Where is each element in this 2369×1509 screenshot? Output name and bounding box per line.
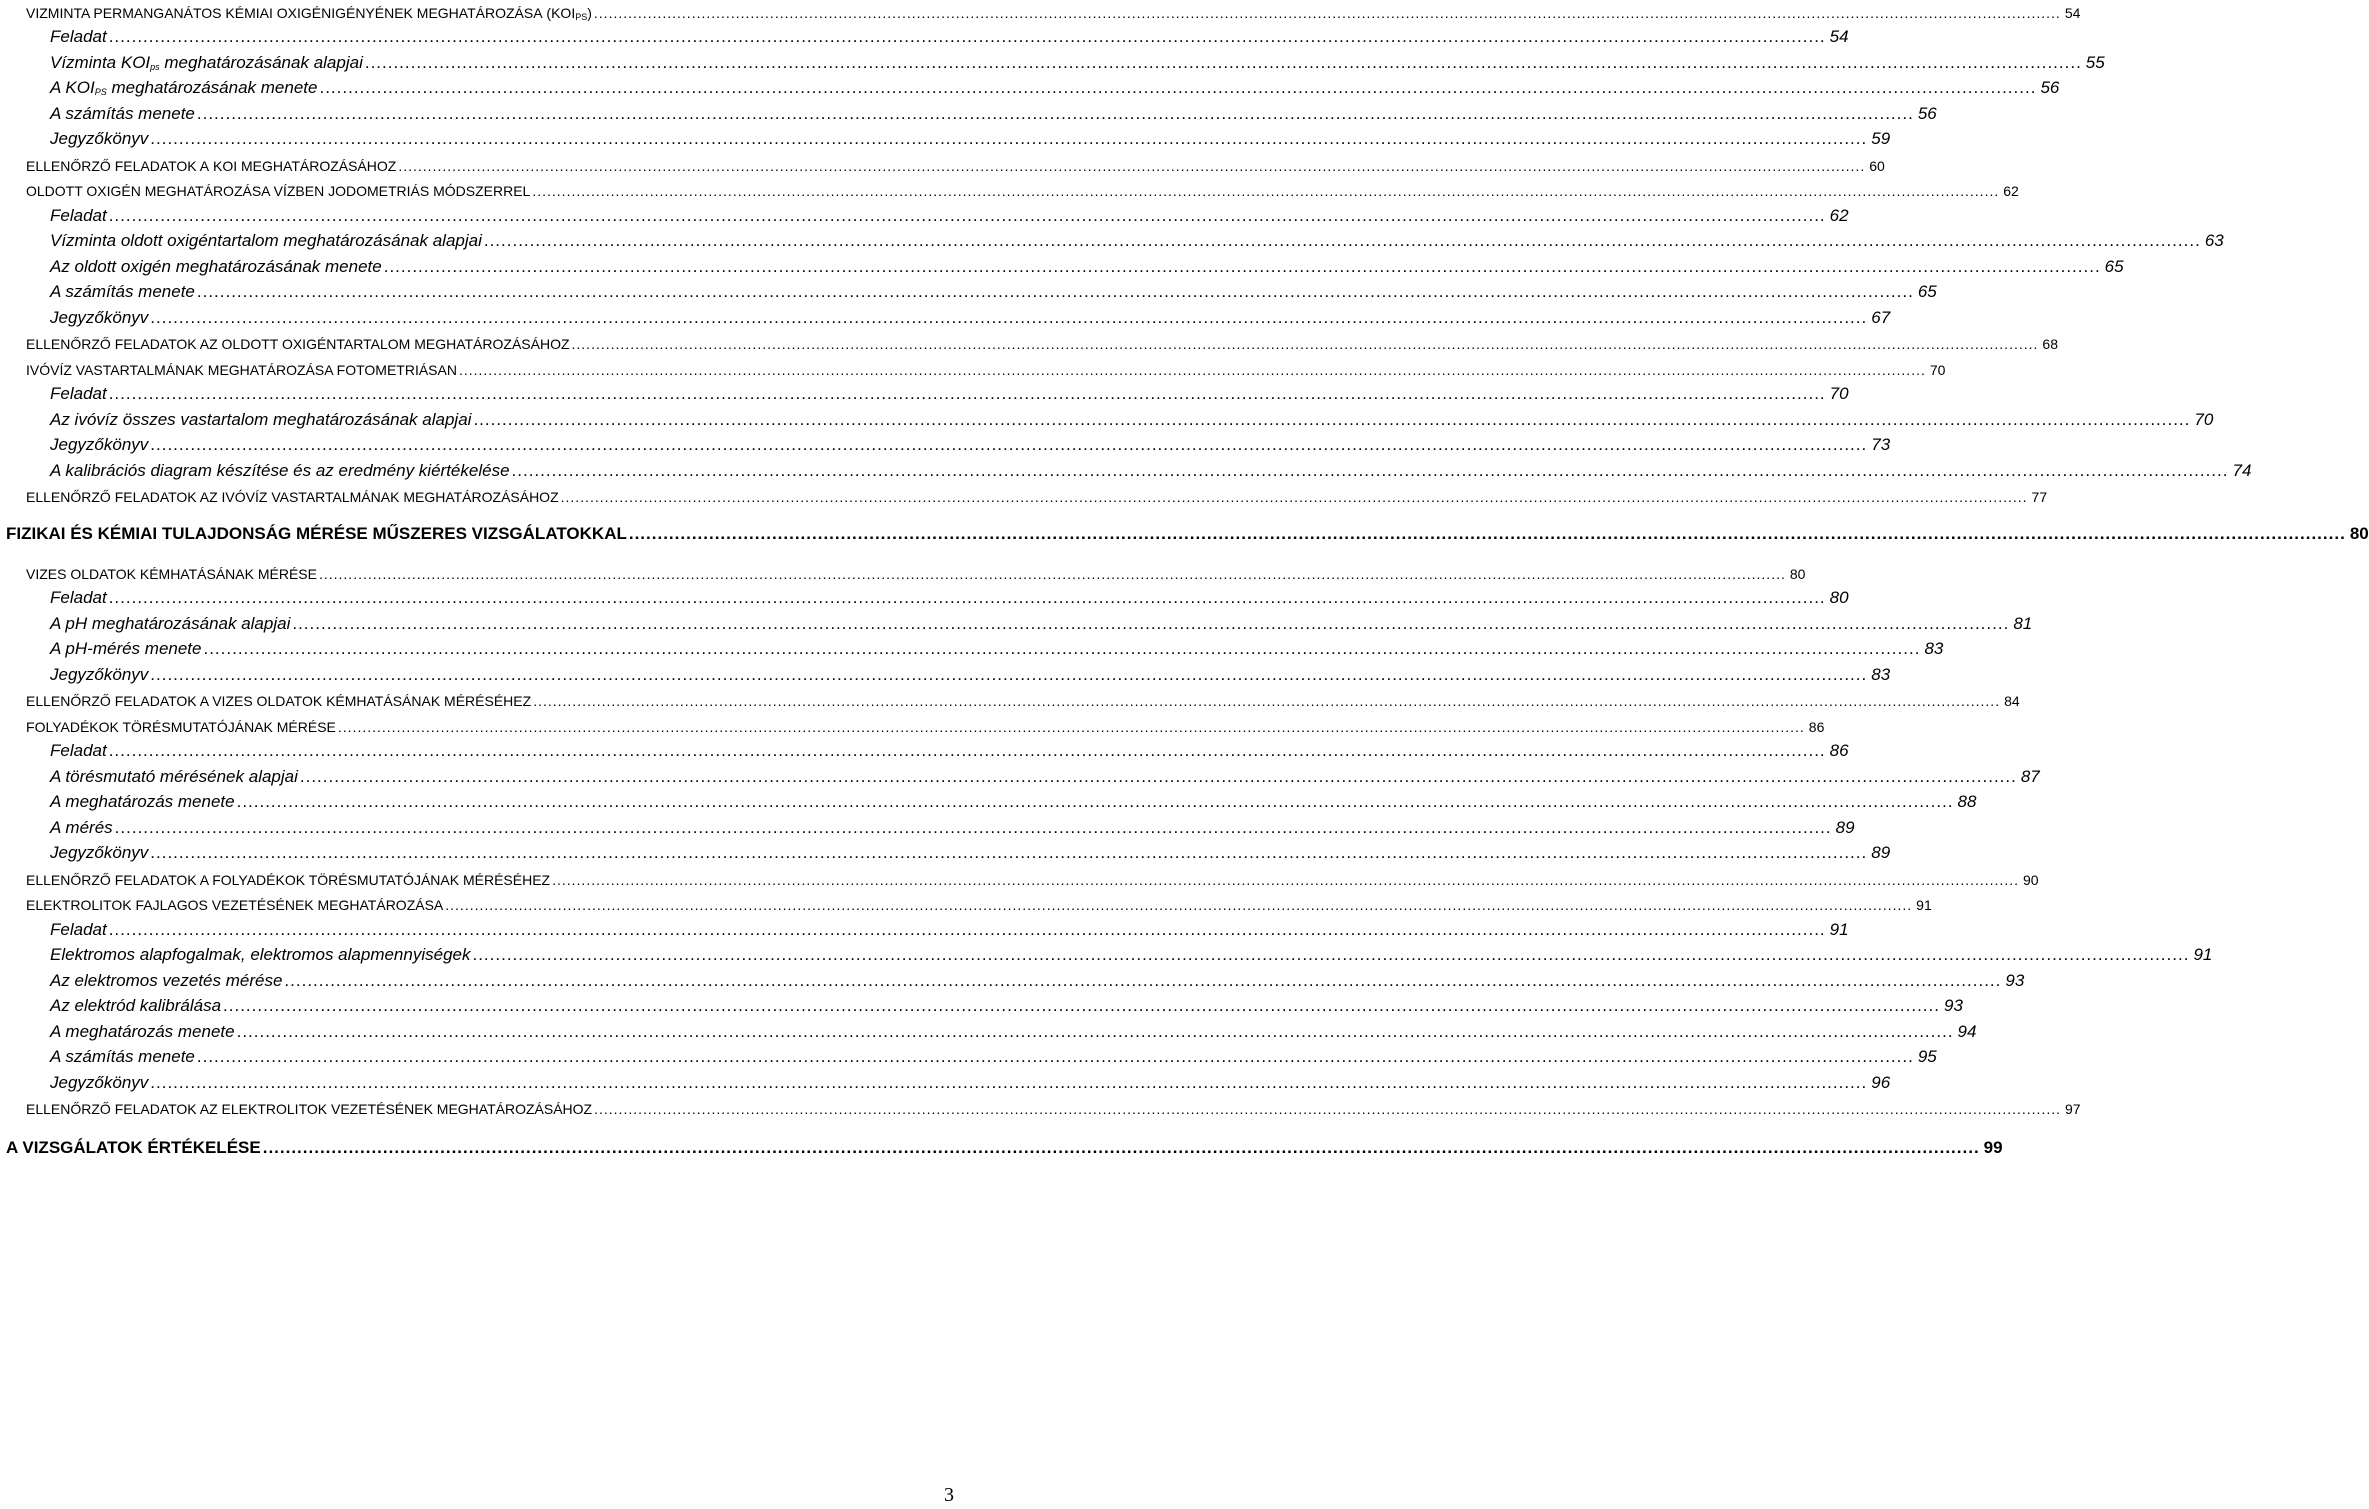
toc-entry-title: A számítás menete — [50, 104, 195, 123]
toc-entry-page: 70 — [1929, 362, 1946, 378]
dot-leader: ............................................................................................................................................................................................................................................................................................................ — [318, 566, 1786, 582]
toc-entry-title: Az elektród kalibrálása — [50, 996, 222, 1015]
toc-entry[interactable] — [0, 637, 1944, 661]
toc-entry-title: Vízminta $KOI_{ps}$ meghatározásának alapjai — [50, 53, 363, 72]
dot-leader: ............................................................................................................................................................................................................................................................................................................ — [483, 231, 2201, 250]
toc-entry-title: Feladat — [50, 588, 107, 607]
toc-entry[interactable] — [0, 1096, 2081, 1120]
toc-entry-page: 55 — [2085, 53, 2105, 72]
toc-entry-page: 68 — [2042, 336, 2058, 352]
toc-entry-title: Jegyzőkönyv — [50, 843, 149, 862]
toc-entry[interactable] — [0, 25, 1849, 49]
toc-entry-page: 91 — [1916, 897, 1932, 913]
dot-leader: ............................................................................................................................................................................................................................................................................................................ — [571, 336, 2039, 352]
toc-entry-title: ELLENŐRZŐ FELADATOK A KOI MEGHATÁROZÁSÁHOZ — [26, 158, 397, 174]
dot-leader: ............................................................................................................................................................................................................................................................................................................ — [552, 872, 2019, 888]
toc-entry-page: 54 — [1829, 27, 1849, 46]
toc-entry-title: A számítás menete — [50, 282, 195, 301]
toc-entry[interactable] — [0, 382, 1849, 406]
toc-entry-page: 80 — [1789, 566, 1806, 582]
dot-leader: ............................................................................................................................................................................................................................................................................................................ — [150, 308, 1868, 327]
toc-entry[interactable] — [0, 280, 1937, 304]
toc-entry-page: 83 — [1924, 639, 1944, 658]
toc-entry-page: 83 — [1871, 665, 1891, 684]
toc-entry-title: FOLYADÉKOK TÖRÉSMUTATÓJÁNAK MÉRÉSE — [26, 719, 336, 735]
dot-leader: ............................................................................................................................................................................................................................................................................................................ — [594, 1101, 2062, 1117]
dot-leader: ............................................................................................................................................................................................................................................................................................................ — [364, 53, 2082, 72]
toc-entry[interactable] — [0, 943, 2213, 967]
dot-leader: ............................................................................................................................................................................................................................................................................................................ — [383, 257, 2101, 276]
toc-entry[interactable] — [0, 994, 1963, 1018]
toc-entry[interactable] — [0, 331, 2058, 355]
toc-entry-page: 80 — [2349, 524, 2369, 543]
toc-entry-page: 91 — [1829, 920, 1849, 939]
dot-leader: ............................................................................................................................................................................................................................................................................................................ — [203, 639, 1921, 658]
toc-entry-page: 91 — [2193, 945, 2213, 964]
toc-entry[interactable] — [0, 1136, 2003, 1160]
toc-entry-page: 63 — [2204, 231, 2224, 250]
toc-entry-page: 89 — [1871, 843, 1891, 862]
toc-entry-title: OLDOTT OXIGÉN MEGHATÁROZÁSA VÍZBEN JODOMETRIÁS MÓDSZERREL — [26, 183, 531, 199]
toc-entry[interactable] — [0, 1045, 1937, 1069]
toc-entry-page: 70 — [2194, 410, 2214, 429]
toc-entry-title: Feladat — [50, 27, 107, 46]
toc-entry-page: 65 — [1917, 282, 1937, 301]
dot-leader: ............................................................................................................................................................................................................................................................................................................ — [108, 588, 1826, 607]
toc-entry[interactable] — [0, 688, 2020, 712]
toc-entry-page: 65 — [2104, 257, 2124, 276]
toc-entry-page: 80 — [1829, 588, 1849, 607]
toc-entry[interactable] — [0, 612, 2033, 636]
dot-leader: ............................................................................................................................................................................................................................................................................................................ — [284, 971, 2002, 990]
dot-leader: ............................................................................................................................................................................................................................................................................................................ — [150, 435, 1868, 454]
dot-leader: ............................................................................................................................................................................................................................................................................................................ — [593, 5, 2061, 21]
toc-entry-page: 86 — [1808, 719, 1825, 735]
toc-entry-page: 59 — [1871, 129, 1891, 148]
dot-leader: ............................................................................................................................................................................................................................................................................................................ — [223, 996, 1940, 1015]
toc-entry[interactable] — [0, 102, 1937, 126]
dot-leader: ............................................................................................................................................................................................................................................................................................................ — [292, 614, 2010, 633]
toc-entry[interactable] — [0, 204, 1849, 228]
toc-entry[interactable] — [0, 76, 2060, 100]
dot-leader: ............................................................................................................................................................................................................................................................................................................ — [150, 665, 1868, 684]
dot-leader: ............................................................................................................................................................................................................................................................................................................ — [532, 183, 2000, 199]
toc-entry-page: 77 — [2031, 489, 2048, 505]
toc-entry-title: A törésmutató mérésének alapjai — [50, 767, 298, 786]
dot-leader: ............................................................................................................................................................................................................................................................................................................ — [628, 524, 2346, 543]
toc-entry[interactable] — [0, 663, 1891, 687]
toc-entry-page: 97 — [2065, 1101, 2081, 1117]
dot-leader: ............................................................................................................................................................................................................................................................................................................ — [236, 1022, 1954, 1041]
dot-leader: ............................................................................................................................................................................................................................................................................................................ — [108, 920, 1826, 939]
toc-entry-page: 99 — [1983, 1138, 2003, 1157]
dot-leader: ............................................................................................................................................................................................................................................................................................................ — [108, 384, 1826, 403]
toc-entry-page: 81 — [2013, 614, 2033, 633]
toc-entry-page: 84 — [2004, 693, 2020, 709]
toc-entry-title: Jegyzőkönyv — [50, 665, 149, 684]
toc-entry[interactable] — [0, 229, 2224, 253]
toc-entry-title: A meghatározás menete — [50, 792, 235, 811]
dot-leader: ............................................................................................................................................................................................................................................................................................................ — [108, 206, 1826, 225]
dot-leader: ............................................................................................................................................................................................................................................................................................................ — [337, 719, 1805, 735]
toc-entry-title: Feladat — [50, 741, 107, 760]
toc-entry-page: 96 — [1871, 1073, 1891, 1092]
toc-entry-title: VIZMINTA PERMANGANÁTOS KÉMIAI OXIGÉNIGÉNYÉNEK MEGHATÁROZÁSA $(KOI_{PS})$ — [26, 5, 592, 22]
dot-leader: ............................................................................................................................................................................................................................................................................................................ — [458, 362, 1926, 378]
toc-entry[interactable] — [0, 408, 2214, 432]
dot-leader: ............................................................................................................................................................................................................................................................................................................ — [150, 1073, 1868, 1092]
toc-entry-page: 74 — [2232, 461, 2252, 480]
toc-entry-page: 93 — [1943, 996, 1963, 1015]
toc-entry-page: 54 — [2064, 5, 2081, 21]
dot-leader: ............................................................................................................................................................................................................................................................................................................ — [319, 78, 2037, 97]
toc-entry-title: A VIZSGÁLATOK ÉRTÉKELÉSE — [6, 1138, 261, 1157]
toc-entry-page: 87 — [2020, 767, 2040, 786]
toc-entry[interactable] — [0, 127, 1891, 151]
dot-leader: ............................................................................................................................................................................................................................................................................................................ — [196, 282, 1914, 301]
toc-entry-title: A pH meghatározásának alapjai — [50, 614, 291, 633]
toc-entry-title: Feladat — [50, 206, 107, 225]
toc-entry[interactable] — [0, 714, 1825, 738]
toc-entry[interactable] — [0, 867, 2039, 891]
dot-leader: ............................................................................................................................................................................................................................................................................................................ — [533, 693, 2001, 709]
dot-leader: ............................................................................................................................................................................................................................................................................................................ — [150, 843, 1868, 862]
toc-entry-title: Az elektromos vezetés mérése — [50, 971, 283, 990]
dot-leader: ............................................................................................................................................................................................................................................................................................................ — [560, 489, 2028, 505]
dot-leader: ............................................................................................................................................................................................................................................................................................................ — [262, 1138, 1980, 1157]
toc-entry-title: Az oldott oxigén meghatározásának menete — [50, 257, 382, 276]
toc-entry-title: ELLENŐRZŐ FELADATOK A FOLYADÉKOK TÖRÉSMUTATÓJÁNAK MÉRÉSÉHEZ — [26, 872, 551, 888]
dot-leader: ............................................................................................................................................................................................................................................................................................................ — [511, 461, 2229, 480]
toc-entry-page: 89 — [1835, 818, 1855, 837]
toc-entry-title: A kalibrációs diagram készítése és az eredmény kiértékelése — [50, 461, 510, 480]
toc-entry-title: Jegyzőkönyv — [50, 129, 149, 148]
toc-entry[interactable] — [0, 841, 1891, 865]
toc-entry[interactable] — [0, 255, 2124, 279]
dot-leader: ............................................................................................................................................................................................................................................................................................................ — [150, 129, 1868, 148]
toc-entry-title: ELLENŐRZŐ FELADATOK AZ IVÓVÍZ VASTARTALMÁNAK MEGHATÁROZÁSÁHOZ — [26, 489, 559, 505]
toc-entry-title: Feladat — [50, 384, 107, 403]
toc-entry-page: 90 — [2023, 872, 2039, 888]
toc-entry[interactable] — [0, 586, 1849, 610]
toc-entry-page: 86 — [1829, 741, 1849, 760]
toc-entry-title: Jegyzőkönyv — [50, 435, 149, 454]
toc-entry-page: 94 — [1957, 1022, 1977, 1041]
toc-entry[interactable] — [0, 433, 1891, 457]
toc-entry[interactable] — [0, 1020, 1977, 1044]
toc-entry-page: 56 — [1917, 104, 1937, 123]
dot-leader: ............................................................................................................................................................................................................................................................................................................ — [196, 1047, 1914, 1066]
toc-entry-title: ELLENŐRZŐ FELADATOK AZ ELEKTROLITOK VEZETÉSÉNEK MEGHATÁROZÁSÁHOZ — [26, 1101, 593, 1117]
toc-entry-title: VIZES OLDATOK KÉMHATÁSÁNAK MÉRÉSE — [26, 566, 317, 582]
toc-entry-title: Jegyzőkönyv — [50, 308, 149, 327]
toc-entry[interactable] — [0, 918, 1849, 942]
toc-entry-page: 62 — [2003, 183, 2019, 199]
toc-entry[interactable] — [0, 153, 1885, 177]
dot-leader: ............................................................................................................................................................................................................................................................................................................ — [445, 897, 1913, 913]
toc-entry[interactable] — [0, 790, 1977, 814]
toc-entry-page: 88 — [1957, 792, 1977, 811]
dot-leader: ............................................................................................................................................................................................................................................................................................................ — [236, 792, 1954, 811]
toc-entry-page: 60 — [1869, 158, 1885, 174]
dot-leader: ............................................................................................................................................................................................................................................................................................................ — [473, 410, 2191, 429]
toc-entry-title: A meghatározás menete — [50, 1022, 235, 1041]
toc-entry[interactable] — [0, 561, 1806, 585]
toc-entry[interactable] — [0, 306, 1891, 330]
toc-entry-title: Elektromos alapfogalmak, elektromos alapmennyiségek — [50, 945, 471, 964]
dot-leader: ............................................................................................................................................................................................................................................................................................................ — [398, 158, 1866, 174]
toc-entry[interactable] — [0, 522, 2369, 546]
toc-entry[interactable] — [0, 739, 1849, 763]
toc-entry-title: A pH-mérés menete — [50, 639, 202, 658]
toc-entry-page: 95 — [1917, 1047, 1937, 1066]
toc-entry-title: Jegyzőkönyv — [50, 1073, 149, 1092]
toc-entry-page: 70 — [1829, 384, 1849, 403]
dot-leader: ............................................................................................................................................................................................................................................................................................................ — [108, 27, 1826, 46]
toc-entry[interactable] — [0, 0, 2081, 24]
dot-leader: ............................................................................................................................................................................................................................................................................................................ — [114, 818, 1832, 837]
toc-entry[interactable] — [0, 765, 2040, 789]
toc-entry[interactable] — [0, 357, 1946, 381]
toc-entry-page: 93 — [2005, 971, 2025, 990]
toc-entry-page: 62 — [1829, 206, 1849, 225]
dot-leader: ............................................................................................................................................................................................................................................................................................................ — [299, 767, 2017, 786]
toc-entry-title: A számítás menete — [50, 1047, 195, 1066]
toc-entry[interactable] — [0, 1071, 1891, 1095]
toc-entry-title: Feladat — [50, 920, 107, 939]
toc-entry[interactable] — [0, 484, 2048, 508]
toc-entry-title: Vízminta oldott oxigéntartalom meghatározásának alapjai — [50, 231, 482, 250]
dot-leader: ............................................................................................................................................................................................................................................................................................................ — [108, 741, 1826, 760]
page-number: 3 — [944, 1484, 954, 1506]
toc-entry-page: 67 — [1871, 308, 1891, 327]
toc-entry[interactable] — [0, 816, 1855, 840]
toc-entry-page: 56 — [2040, 78, 2060, 97]
toc-entry-page: 73 — [1871, 435, 1891, 454]
dot-leader: ............................................................................................................................................................................................................................................................................................................ — [472, 945, 2190, 964]
toc-entry-title: FIZIKAI ÉS KÉMIAI TULAJDONSÁG MÉRÉSE MŰSZERES VIZSGÁLATOKKAL — [6, 524, 627, 543]
toc-entry-title: A mérés — [50, 818, 113, 837]
toc-entry-title: ELEKTROLITOK FAJLAGOS VEZETÉSÉNEK MEGHATÁROZÁSA — [26, 897, 444, 913]
toc-entry-title: ELLENŐRZŐ FELADATOK AZ OLDOTT OXIGÉNTARTALOM MEGHATÁROZÁSÁHOZ — [26, 336, 570, 352]
toc-entry[interactable] — [0, 459, 2252, 483]
toc-entry-title: IVÓVÍZ VASTARTALMÁNAK MEGHATÁROZÁSA FOTOMETRIÁSAN — [26, 362, 457, 378]
toc-entry-title: ELLENŐRZŐ FELADATOK A VIZES OLDATOK KÉMHATÁSÁNAK MÉRÉSÉHEZ — [26, 693, 532, 709]
toc-entry[interactable] — [0, 178, 2019, 202]
toc-entry[interactable] — [0, 51, 2105, 75]
toc-entry[interactable] — [0, 969, 2025, 993]
dot-leader: ............................................................................................................................................................................................................................................................................................................ — [196, 104, 1914, 123]
toc-entry-title: Az ivóvíz összes vastartalom meghatározásának alapjai — [50, 410, 472, 429]
toc-entry[interactable] — [0, 892, 1932, 916]
toc-entry-title: A $KOI_{PS}$ meghatározásának menete — [50, 78, 318, 97]
